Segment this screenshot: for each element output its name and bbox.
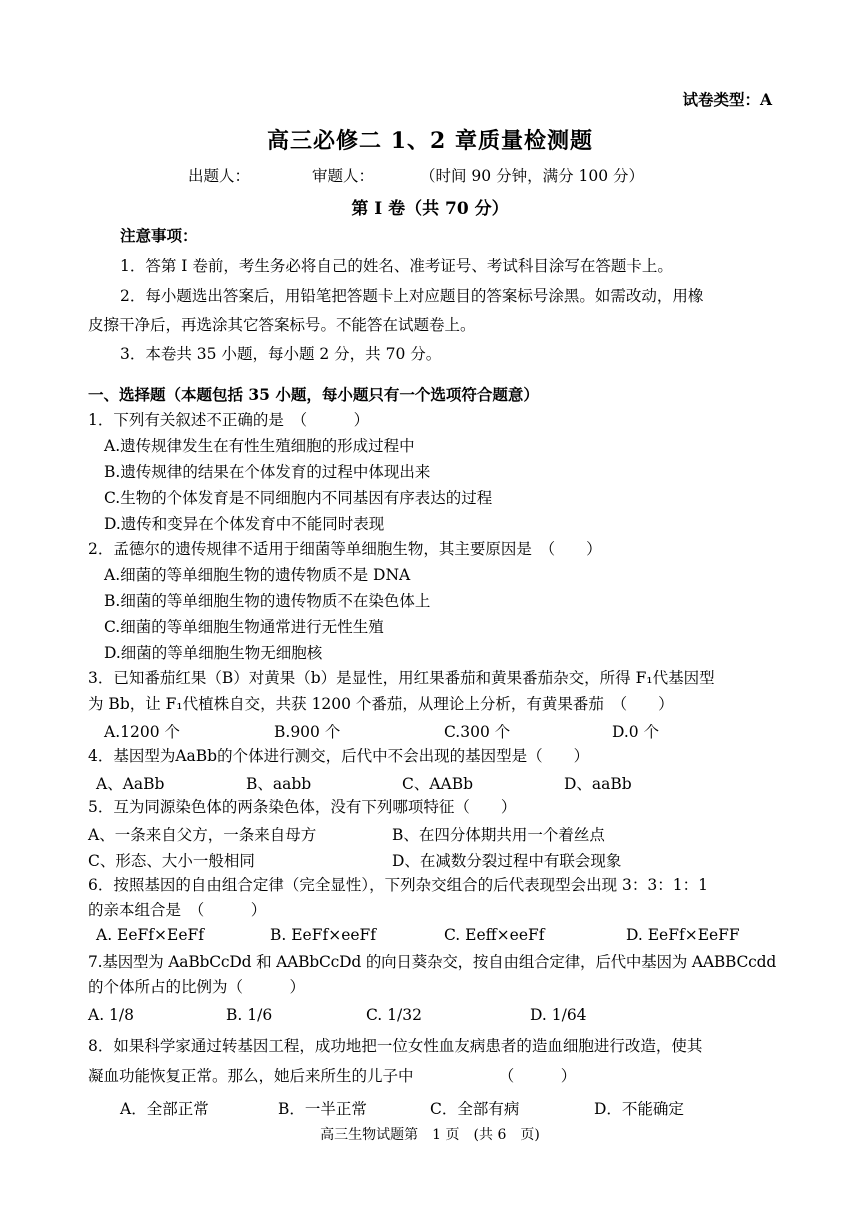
q1-option-c: C.生物的个体发育是不同细胞内不同基因有序表达的过程 bbox=[104, 489, 493, 507]
q5-option-a: A、一条来自父方，一条来自母方 bbox=[88, 826, 317, 844]
page-title: 高三必修二 1、2 章质量检测题 bbox=[267, 128, 593, 154]
q1-option-a: A.遗传规律发生在有性生殖细胞的形成过程中 bbox=[104, 437, 415, 455]
q4-stem: 4．基因型为AaBb的个体进行测交，后代中不会出现的基因型是（ ） bbox=[88, 747, 590, 765]
section-title: 第 I 卷（共 70 分） bbox=[351, 199, 509, 219]
reviewer-label: 审题人： bbox=[312, 167, 375, 185]
q4-option-a: A、AaBb bbox=[96, 775, 165, 793]
q6-option-a: A. EeFf×EeFf bbox=[96, 926, 204, 944]
q3-option-c: C.300 个 bbox=[444, 723, 511, 741]
q5-option-c: C、形态、大小一般相同 bbox=[88, 852, 255, 870]
q7-option-a: A. 1/8 bbox=[88, 1006, 134, 1024]
part1-heading: 一、选择题（本题包括 35 小题，每小题只有一个选项符合题意） bbox=[88, 385, 539, 404]
q3-option-a: A.1200 个 bbox=[104, 723, 180, 741]
q7-option-d: D. 1/64 bbox=[530, 1006, 587, 1024]
q2-stem: 2．孟德尔的遗传规律不适用于细菌等单细胞生物，其主要原因是 （ ） bbox=[88, 540, 602, 558]
q8-option-c: C．全部有病 bbox=[430, 1100, 520, 1118]
q7-stem-2: 的个体所占的比例为（ ） bbox=[88, 978, 306, 996]
q3-option-d: D.0 个 bbox=[612, 723, 660, 741]
note-1: 1．答第 I 卷前，考生务必将自己的姓名、准考证号、考试科目涂写在答题卡上。 bbox=[120, 257, 673, 275]
q5-option-d: D、在减数分裂过程中有联会现象 bbox=[392, 852, 622, 870]
paper-type-label: 试卷类型：A bbox=[682, 90, 772, 109]
notes-heading: 注意事项： bbox=[120, 226, 198, 245]
q8-option-a: A．全部正常 bbox=[120, 1100, 209, 1118]
q2-option-a: A.细菌的等单细胞生物的遗传物质不是 DNA bbox=[104, 566, 411, 584]
q1-stem: 1．下列有关叙述不正确的是 （ ） bbox=[88, 411, 370, 429]
q7-option-b: B. 1/6 bbox=[226, 1006, 273, 1024]
q5-option-b: B、在四分体期共用一个着丝点 bbox=[392, 826, 605, 844]
q5-stem: 5．互为同源染色体的两条染色体，没有下列哪项特征（ ） bbox=[88, 798, 517, 816]
q6-option-b: B. EeFf×eeFf bbox=[270, 926, 377, 944]
q2-option-b: B.细菌的等单细胞生物的遗传物质不在染色体上 bbox=[104, 592, 431, 610]
q1-option-d: D.遗传和变异在个体发育中不能同时表现 bbox=[104, 515, 385, 533]
q6-stem-2: 的亲本组合是 （ ） bbox=[88, 901, 267, 919]
q8-stem-1: 8．如果科学家通过转基因工程，成功地把一位女性血友病患者的造血细胞进行改造，使其 bbox=[88, 1037, 703, 1055]
q7-stem-1: 7.基因型为 AaBbCcDd 和 AABbCcDd 的向日葵杂交，按自由组合定律，后代中基因为 AABBCcdd bbox=[88, 953, 777, 971]
time-score-label: （时间 90 分钟，满分 100 分） bbox=[420, 167, 645, 185]
q8-option-d: D．不能确定 bbox=[594, 1100, 684, 1118]
q4-option-d: D、aaBb bbox=[564, 775, 632, 793]
q4-option-b: B、aabb bbox=[246, 775, 312, 793]
q3-stem-1: 3．已知番茄红果（B）对黄果（b）是显性，用红果番茄和黄果番茄杂交，所得 F₁代基因型 bbox=[88, 669, 715, 687]
q4-option-c: C、AABb bbox=[402, 775, 474, 793]
q8-option-b: B．一半正常 bbox=[278, 1100, 367, 1118]
exam-meta bbox=[188, 164, 644, 186]
note-2a: 2．每小题选出答案后，用铅笔把答题卡上对应题目的答案标号涂黑。如需改动，用橡 bbox=[120, 287, 704, 305]
q6-option-d: D. EeFf×EeFF bbox=[626, 926, 740, 944]
q2-option-d: D.细菌的等单细胞生物无细胞核 bbox=[104, 644, 323, 662]
q2-option-c: C.细菌的等单细胞生物通常进行无性生殖 bbox=[104, 618, 384, 636]
q7-option-c: C. 1/32 bbox=[366, 1006, 422, 1024]
q6-option-c: C. Eeff×eeFf bbox=[444, 926, 545, 944]
note-3: 3．本卷共 35 小题，每小题 2 分，共 70 分。 bbox=[120, 345, 442, 363]
q3-stem-2: 为 Bb，让 F₁代植株自交，共获 1200 个番茄，从理论上分析，有黄果番茄 （ ） bbox=[88, 695, 674, 713]
note-2b: 皮擦干净后，再选涂其它答案标号。不能答在试题卷上。 bbox=[88, 316, 476, 334]
q6-stem-1: 6．按照基因的自由组合定律（完全显性），下列杂交组合的后代表现型会出现 3：3：1：1 bbox=[88, 876, 708, 894]
setter-label: 出题人： bbox=[188, 167, 251, 185]
page-footer: 高三生物试题第 1 页 (共 6 页) bbox=[320, 1127, 540, 1143]
q3-option-b: B.900 个 bbox=[274, 723, 341, 741]
q1-option-b: B.遗传规律的结果在个体发育的过程中体现出来 bbox=[104, 463, 431, 481]
q8-stem-2: 凝血功能恢复正常。那么，她后来所生的儿子中 （ ） bbox=[88, 1067, 577, 1085]
